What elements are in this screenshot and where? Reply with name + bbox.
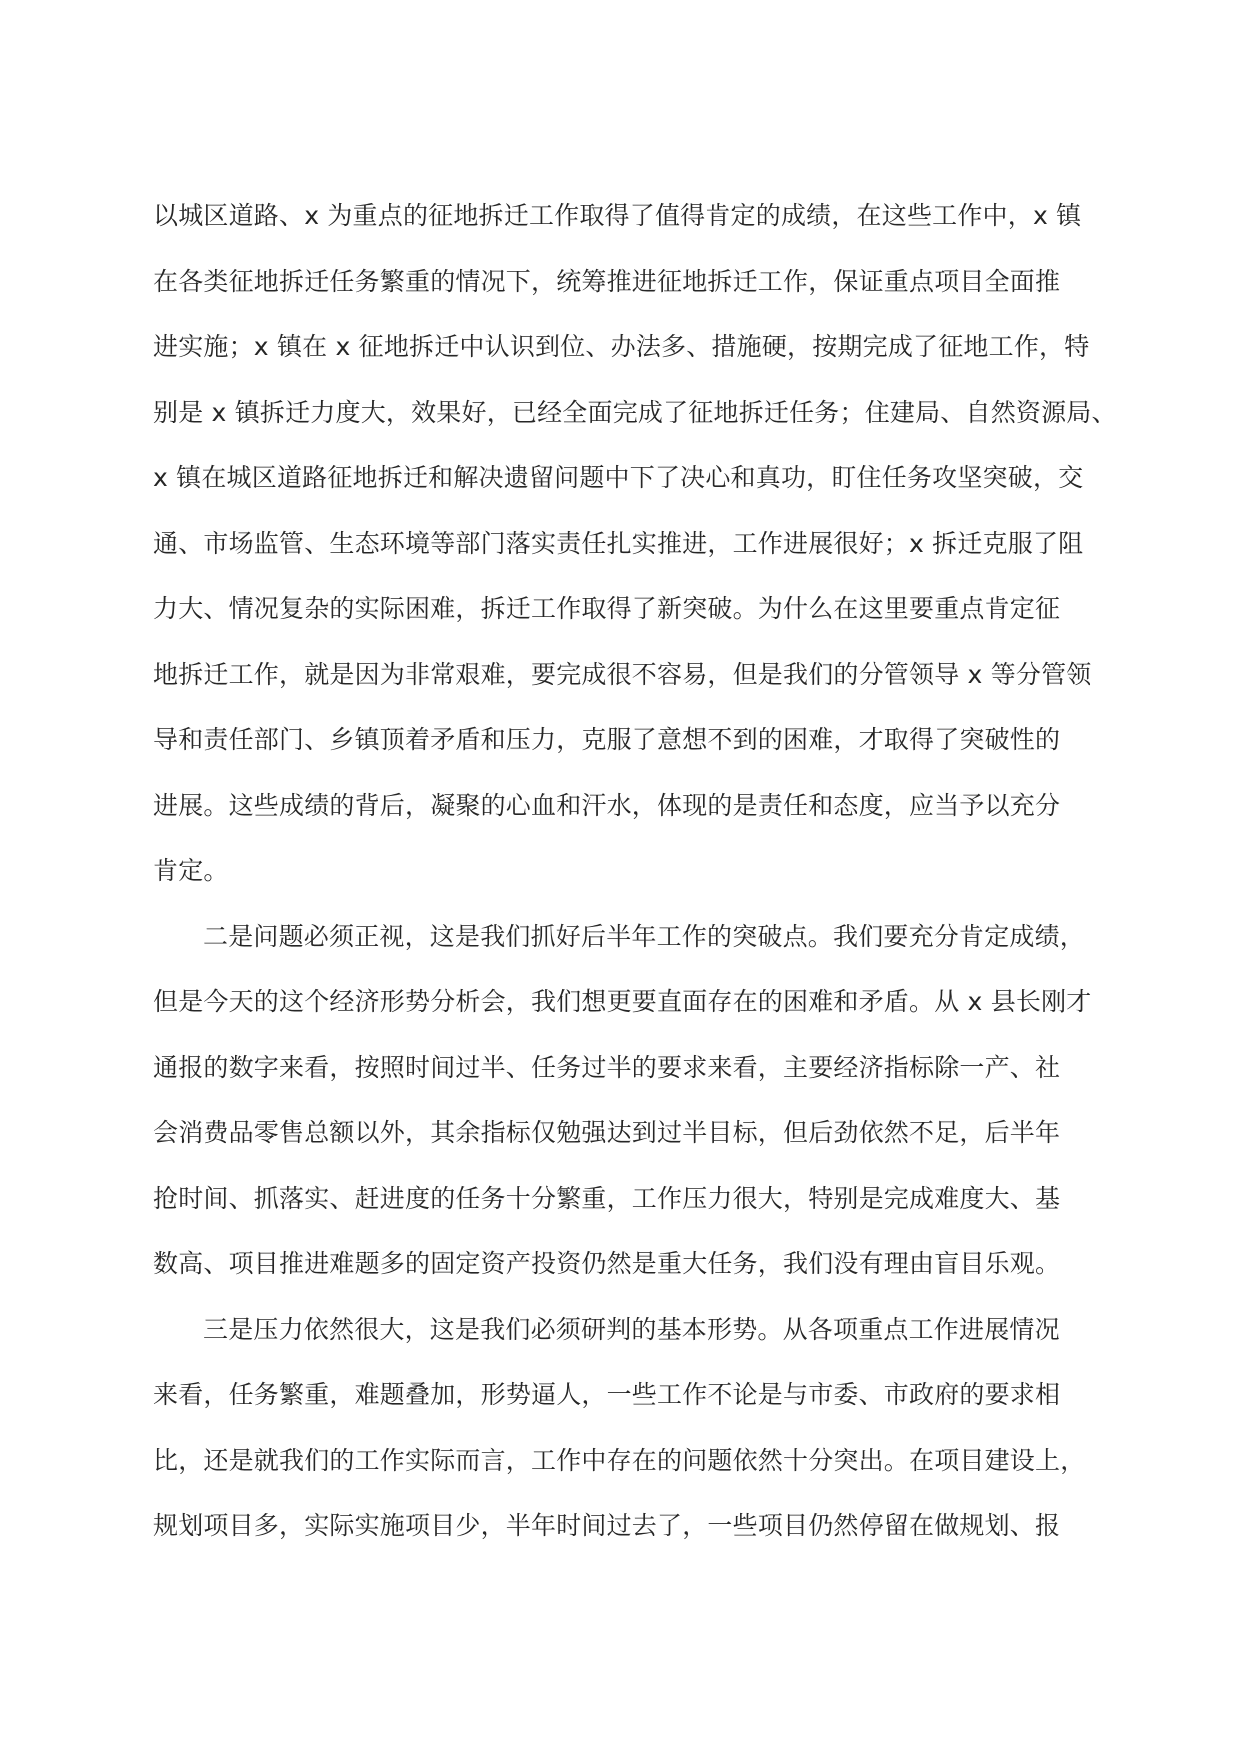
text-line: 肯定。	[153, 856, 229, 885]
text-line: 会消费品零售总额以外，其余指标仅勉强达到过半目标，但后劲依然不足，后半年	[153, 1118, 1061, 1147]
text-line: 导和责任部门、乡镇顶着矛盾和压力，克服了意想不到的困难，才取得了突破性的	[153, 725, 1061, 754]
text-line: 通、市场监管、生态环境等部门落实责任扎实推进，工作进展很好；x 拆迁克服了阻	[153, 529, 1084, 558]
paragraph-start-line: 三是压力依然很大，这是我们必须研判的基本形势。从各项重点工作进展情况	[203, 1315, 1060, 1344]
text-line: 以城区道路、x 为重点的征地拆迁工作取得了值得肯定的成绩，在这些工作中，x 镇	[153, 201, 1082, 230]
text-line: 别是 x 镇拆迁力度大，效果好，已经全面完成了征地拆迁任务；住建局、自然资源局、	[153, 398, 1117, 427]
text-line: 但是今天的这个经济形势分析会，我们想更要直面存在的困难和矛盾。从 x 县长刚才	[153, 987, 1092, 1016]
text-line: 抢时间、抓落实、赶进度的任务十分繁重，工作压力很大，特别是完成难度大、基	[153, 1184, 1061, 1213]
text-line: 来看，任务繁重，难题叠加，形势逼人，一些工作不论是与市委、市政府的要求相	[153, 1380, 1061, 1409]
text-line: 规划项目多，实际实施项目少，半年时间过去了，一些项目仍然停留在做规划、报	[153, 1511, 1061, 1540]
text-line: 力大、情况复杂的实际困难，拆迁工作取得了新突破。为什么在这里要重点肯定征	[153, 594, 1061, 623]
text-line: 进实施；x 镇在 x 征地拆迁中认识到位、办法多、措施硬，按期完成了征地工作，特	[153, 332, 1090, 361]
text-line: 地拆迁工作，就是因为非常艰难，要完成很不容易，但是我们的分管领导 x 等分管领	[153, 660, 1092, 689]
paragraph-start-line: 二是问题必须正视，这是我们抓好后半年工作的突破点。我们要充分肯定成绩，	[203, 922, 1086, 951]
text-line: 通报的数字来看，按照时间过半、任务过半的要求来看，主要经济指标除一产、社	[153, 1053, 1061, 1082]
text-line: 在各类征地拆迁任务繁重的情况下，统筹推进征地拆迁工作，保证重点项目全面推	[153, 267, 1061, 296]
text-line: x 镇在城区道路征地拆迁和解决遗留问题中下了决心和真功，盯住任务攻坚突破，交	[153, 463, 1084, 492]
text-line: 比，还是就我们的工作实际而言，工作中存在的问题依然十分突出。在项目建设上，	[153, 1446, 1086, 1475]
text-line: 数高、项目推进难题多的固定资产投资仍然是重大任务，我们没有理由盲目乐观。	[153, 1249, 1061, 1278]
text-line: 进展。这些成绩的背后，凝聚的心血和汗水，体现的是责任和态度，应当予以充分	[153, 791, 1061, 820]
